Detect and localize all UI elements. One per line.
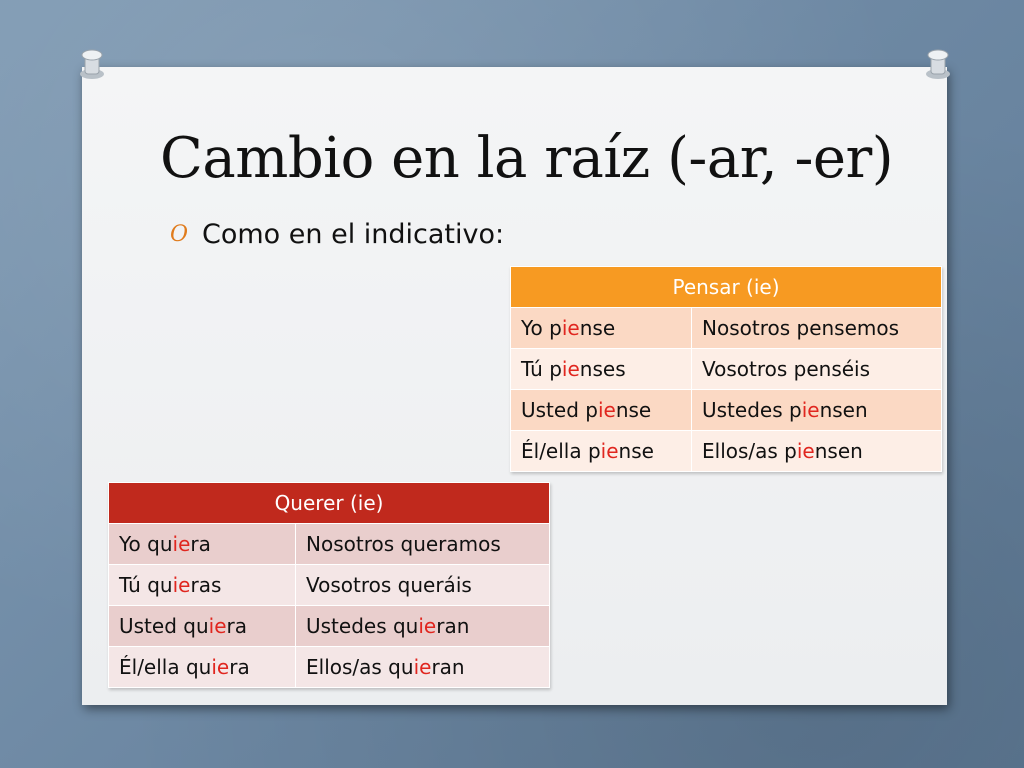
table-row [109, 647, 550, 688]
table-cell: Él/ella quiera [109, 647, 296, 688]
table-row [109, 524, 550, 565]
pensar-conjugation-table [510, 266, 942, 472]
table-cell: Nosotros queramos [296, 524, 550, 565]
table-cell: Yo quiera [109, 524, 296, 565]
bullet-marker-icon: O [170, 222, 189, 247]
table-cell: Ellos/as piensen [692, 431, 942, 472]
table-cell: Él/ella piense [511, 431, 692, 472]
pushpin-icon [72, 42, 112, 82]
table-header: Pensar (ie) [511, 267, 942, 308]
table-cell: Vosotros penséis [692, 349, 942, 390]
table-row [511, 390, 942, 431]
slide-title: Cambio en la raíz (-ar, -er) [160, 126, 894, 191]
table-cell: Yo piense [511, 308, 692, 349]
table-row [511, 349, 942, 390]
table-cell: Usted piense [511, 390, 692, 431]
table-cell: Tú pienses [511, 349, 692, 390]
table-row [109, 606, 550, 647]
table-row [109, 565, 550, 606]
table-cell: Ustedes quieran [296, 606, 550, 647]
table-row [511, 308, 942, 349]
table-header: Querer (ie) [109, 483, 550, 524]
table-cell: Ustedes piensen [692, 390, 942, 431]
querer-conjugation-table [108, 482, 550, 688]
table-cell: Nosotros pensemos [692, 308, 942, 349]
pushpin-icon [918, 42, 958, 82]
table-cell: Usted quiera [109, 606, 296, 647]
table-cell: Vosotros queráis [296, 565, 550, 606]
table-cell: Ellos/as quieran [296, 647, 550, 688]
table-row [511, 431, 942, 472]
table-cell: Tú quieras [109, 565, 296, 606]
bullet-item [170, 219, 504, 250]
bullet-text: Como en el indicativo: [202, 219, 505, 250]
